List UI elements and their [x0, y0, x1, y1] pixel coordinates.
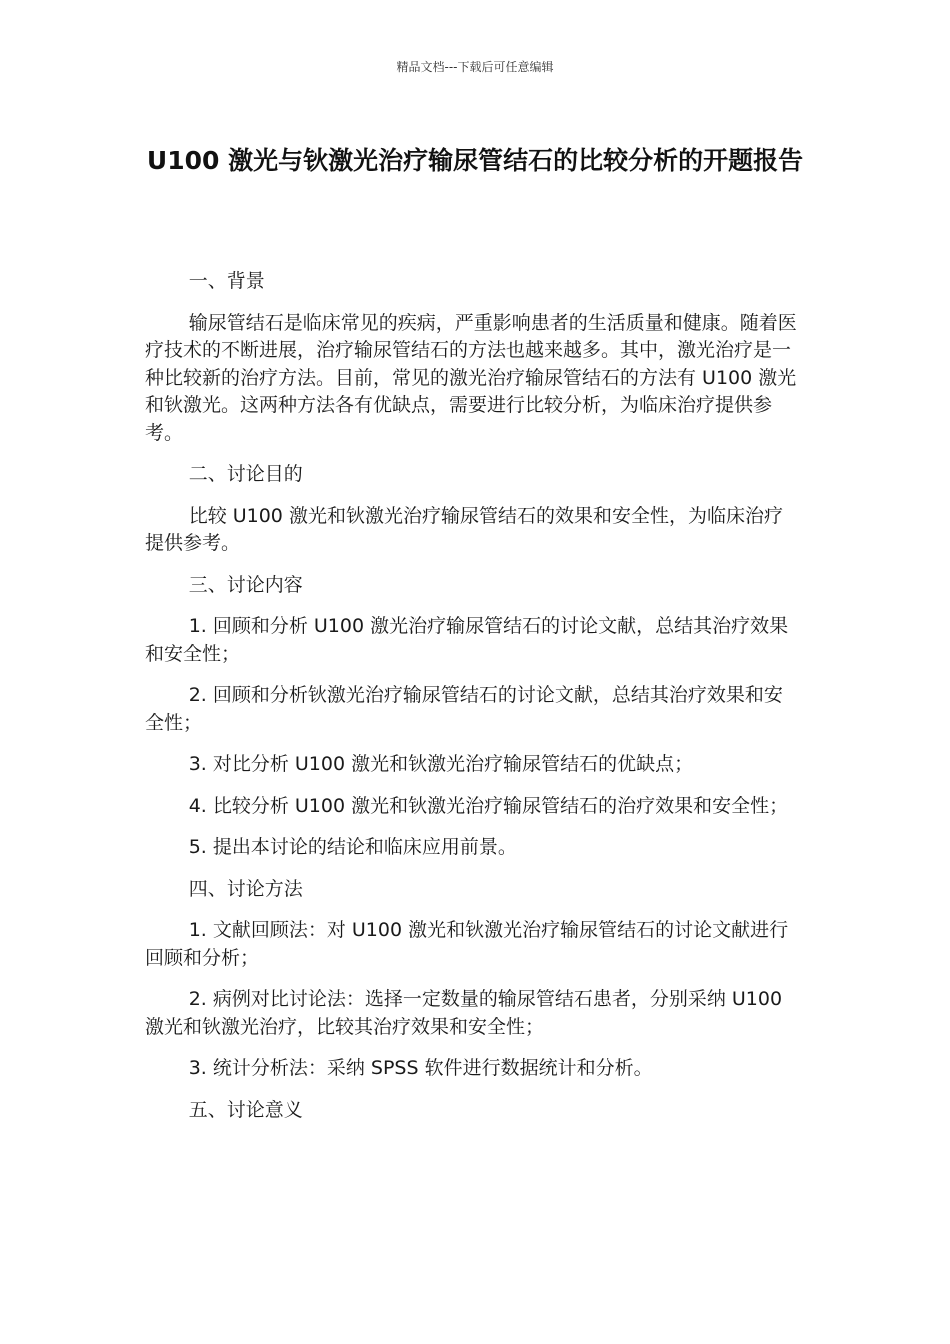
content-item: 1. 回顾和分析 U100 激光治疗输尿管结石的讨论文献，总结其治疗效果和安全性； [145, 615, 789, 665]
methods-item: 3. 统计分析法：采纳 SPSS 软件进行数据统计和分析。 [188, 1057, 653, 1079]
content-item: 5. 提出本讨论的结论和临床应用前景。 [188, 836, 517, 858]
document-title: U100 激光与钬激光治疗输尿管结石的比较分析的开题报告 [146, 146, 804, 175]
background-paragraph: 输尿管结石是临床常见的疾病，严重影响患者的生活质量和健康。随着医疗技术的不断进展，治疗输尿管结石的方法也越来越多。其中，激光治疗是一种比较新的治疗方法。目前，常见的激光治疗输尿管结石的方法有 U100 激光和钬激光。这两种方法各有优缺点，需要进行比较分析，为临床治疗提供参考。 [145, 311, 797, 444]
content-item: 2. 回顾和分析钬激光治疗输尿管结石的讨论文献，总结其治疗效果和安全性； [145, 684, 783, 734]
section-heading-background: 一、背景 [188, 270, 265, 292]
methods-item: 2. 病例对比讨论法：选择一定数量的输尿管结石患者，分别采纳 U100 激光和钬激光治疗，比较其治疗效果和安全性； [145, 988, 783, 1038]
section-heading-significance: 五、讨论意义 [188, 1098, 303, 1121]
methods-item: 1. 文献回顾法：对 U100 激光和钬激光治疗输尿管结石的讨论文献进行回顾和分析； [145, 919, 789, 969]
content-item: 4. 比较分析 U100 激光和钬激光治疗输尿管结石的治疗效果和安全性； [188, 794, 789, 817]
header-note: 精品文档---下载后可任意编辑 [396, 60, 554, 74]
content-item: 3. 对比分析 U100 激光和钬激光治疗输尿管结石的优缺点； [188, 753, 694, 775]
document-body [145, 268, 800, 1138]
purpose-paragraph: 比较 U100 激光和钬激光治疗输尿管结石的效果和安全性，为临床治疗提供参考。 [145, 504, 783, 554]
section-heading-methods: 四、讨论方法 [188, 877, 303, 900]
section-heading-content: 三、讨论内容 [188, 573, 303, 596]
section-heading-purpose: 二、讨论目的 [188, 463, 303, 485]
